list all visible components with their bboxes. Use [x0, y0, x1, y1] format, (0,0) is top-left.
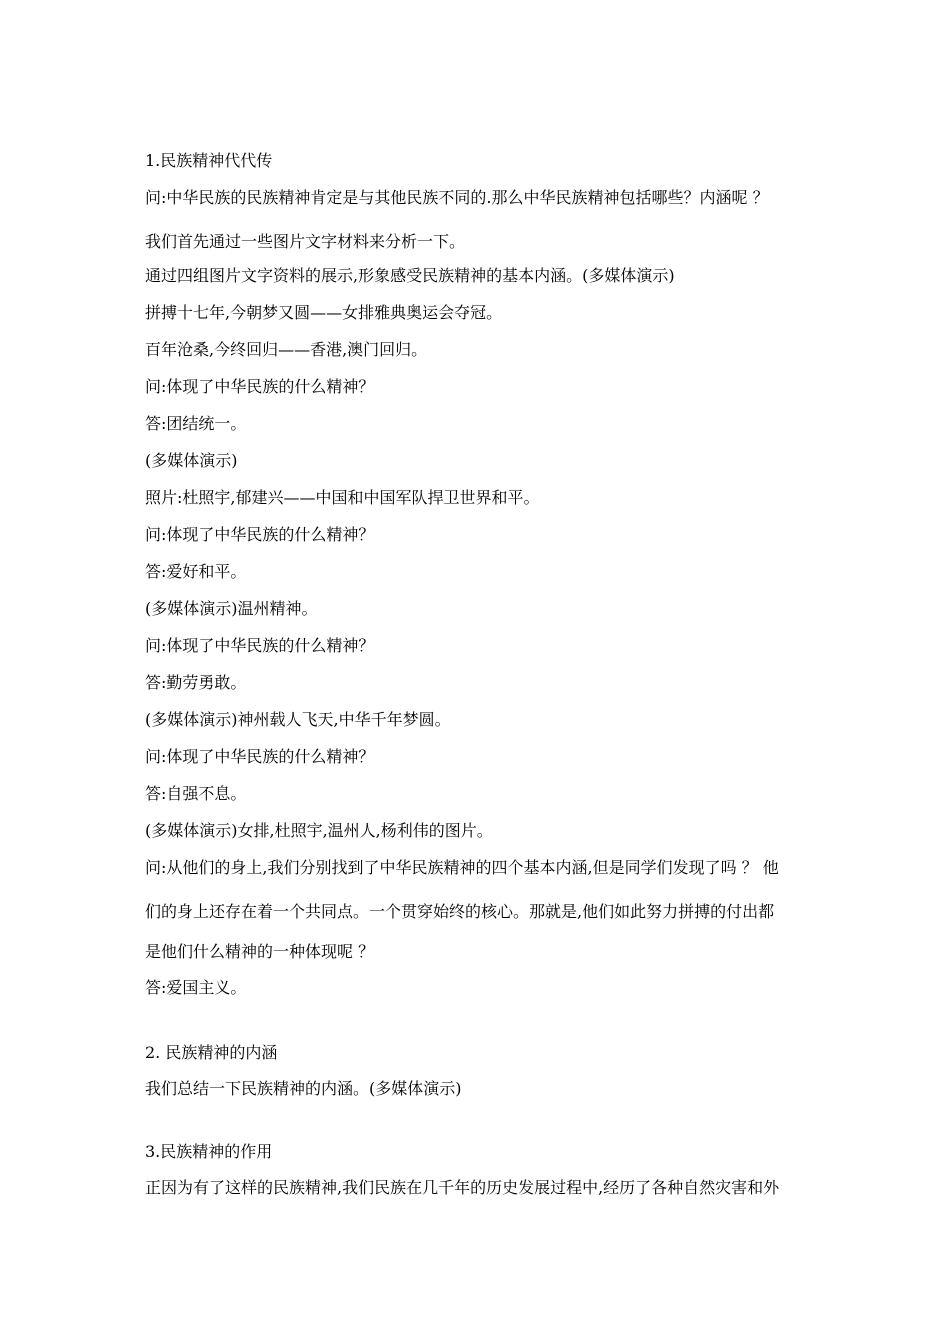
paragraph-line: 我们首先通过一些图片文字材料来分析一下。: [145, 232, 466, 251]
paragraph-line: 们的身上还存在着一个共同点。一个贯穿始终的核心。那就是,他们如此努力拼搏的付出都: [145, 902, 775, 921]
question-line: 问:体现了中华民族的什么精神？: [145, 525, 375, 544]
question-line: 问:体现了中华民族的什么精神？: [145, 747, 375, 766]
paragraph-line: (多媒体演示): [145, 451, 238, 470]
paragraph-line: 百年沧桑,今终回归——香港,澳门回归。: [145, 340, 428, 359]
paragraph-line: (多媒体演示)女排,杜照宇,温州人,杨利伟的图片。: [145, 821, 493, 840]
question-line: 问:体现了中华民族的什么精神？: [145, 636, 375, 655]
paragraph-line: 我们总结一下民族精神的内涵。(多媒体演示): [145, 1079, 462, 1098]
answer-line: 答:爱好和平。: [145, 562, 247, 581]
paragraph-line: 照片:杜照宇,郁建兴——中国和中国军队捍卫世界和平。: [145, 488, 540, 507]
paragraph-line: 是他们什么精神的一种体现呢 ？: [145, 942, 375, 961]
answer-line: 答:团结统一。: [145, 414, 247, 433]
answer-line: 答:自强不息。: [145, 784, 247, 803]
section-heading-2: 2. 民族精神的内涵: [145, 1043, 278, 1062]
paragraph-line: 问:中华民族的民族精神肯定是与其他民族不同的.那么中华民族精神包括哪些？内涵呢 ？: [145, 188, 769, 207]
paragraph-line: 通过四组图片文字资料的展示,形象感受民族精神的基本内涵。(多媒体演示): [145, 266, 675, 285]
section-heading-1: 1.民族精神代代传: [145, 151, 273, 170]
paragraph-line: 拼搏十七年,今朝梦又圆——女排雅典奥运会夺冠。: [145, 303, 503, 322]
question-line: 问:体现了中华民族的什么精神？: [145, 377, 375, 396]
paragraph-line: (多媒体演示)温州精神。: [145, 599, 318, 618]
question-line: 问:从他们的身上,我们分别找到了中华民族精神的四个基本内涵,但是同学们发现了吗 ？ 他: [145, 858, 779, 877]
section-heading-3: 3.民族精神的作用: [145, 1142, 273, 1161]
paragraph-line: (多媒体演示)神州载人飞天,中华千年梦圆。: [145, 710, 451, 729]
answer-line: 答:爱国主义。: [145, 978, 247, 997]
answer-line: 答:勤劳勇敢。: [145, 673, 247, 692]
paragraph-line: 正因为有了这样的民族精神,我们民族在几千年的历史发展过程中,经历了各种自然灾害和外: [145, 1178, 780, 1197]
